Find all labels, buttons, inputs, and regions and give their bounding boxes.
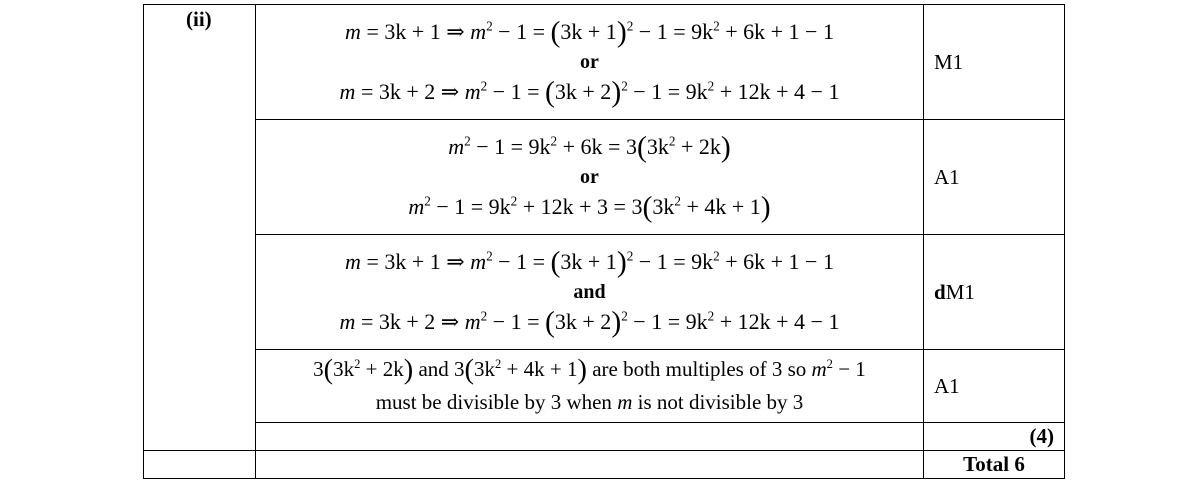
connector-word: and [573, 281, 606, 303]
mark-scheme-table [143, 4, 1065, 479]
working-cell [256, 350, 924, 423]
part-cell [144, 5, 256, 451]
working-cell [256, 5, 924, 120]
mark-cell [924, 350, 1065, 423]
scheme-row [144, 5, 1065, 120]
working-line: m = 3k + 2 ⇒ $m^2 - 1 = (3k + 2)^2 - 1 = 9k^2 + 12k + 4 - 1$ [339, 306, 840, 339]
working-cell [256, 120, 924, 235]
empty-cell [256, 451, 924, 479]
working-line: m = 3k + 2 ⇒ $m^2 - 1 = (3k + 2)^2 - 1 = 9k^2 + 12k + 4 - 1$ [339, 76, 840, 109]
scheme-row [144, 350, 1065, 423]
conclusion-line: $3(3k^2 + 2k)$ and $3(3k^2 + 4k + 1)$ are both multiples of 3 so $m^2 - 1$ [313, 354, 866, 386]
mark-cell [924, 120, 1065, 235]
empty-cell [144, 451, 256, 479]
mark-label: M1 [934, 49, 964, 74]
subtotal-cell: (4) [924, 423, 1065, 451]
working-line: $m^2 - 1 = 9k^2 + 12k + 3 = 3(3k^2 + 4k + 1)$ [408, 191, 771, 224]
total-row [144, 451, 1065, 479]
part-label: (ii) [186, 7, 212, 31]
mark-prefix: d [934, 279, 946, 304]
scheme-row [144, 120, 1065, 235]
mark-label [924, 280, 975, 304]
connector-word: or [580, 51, 599, 73]
total-cell: Total 6 [924, 451, 1065, 479]
mark-cell [924, 5, 1065, 120]
scheme-row [144, 235, 1065, 350]
mark-value: M1 [945, 279, 975, 304]
mark-label: A1 [934, 164, 960, 189]
empty-cell [256, 423, 924, 451]
working-line: m = 3k + 1 ⇒ $m^2 - 1 = (3k + 1)^2 - 1 = 9k^2 + 6k + 1 - 1$ [345, 246, 834, 279]
mark-cell [924, 235, 1065, 350]
working-line: m = 3k + 1 ⇒ $m^2 - 1 = (3k + 1)^2 - 1 = 9k^2 + 6k + 1 - 1$ [345, 16, 834, 49]
subtotal-row [144, 423, 1065, 451]
mark-label: A1 [934, 373, 960, 398]
working-cell [256, 235, 924, 350]
working-line: $m^2 - 1 = 9k^2 + 6k = 3(3k^2 + 2k)$ [448, 131, 731, 164]
conclusion-line: must be divisible by 3 when m is not divisible by 3 [375, 390, 804, 414]
connector-word: or [580, 166, 599, 188]
